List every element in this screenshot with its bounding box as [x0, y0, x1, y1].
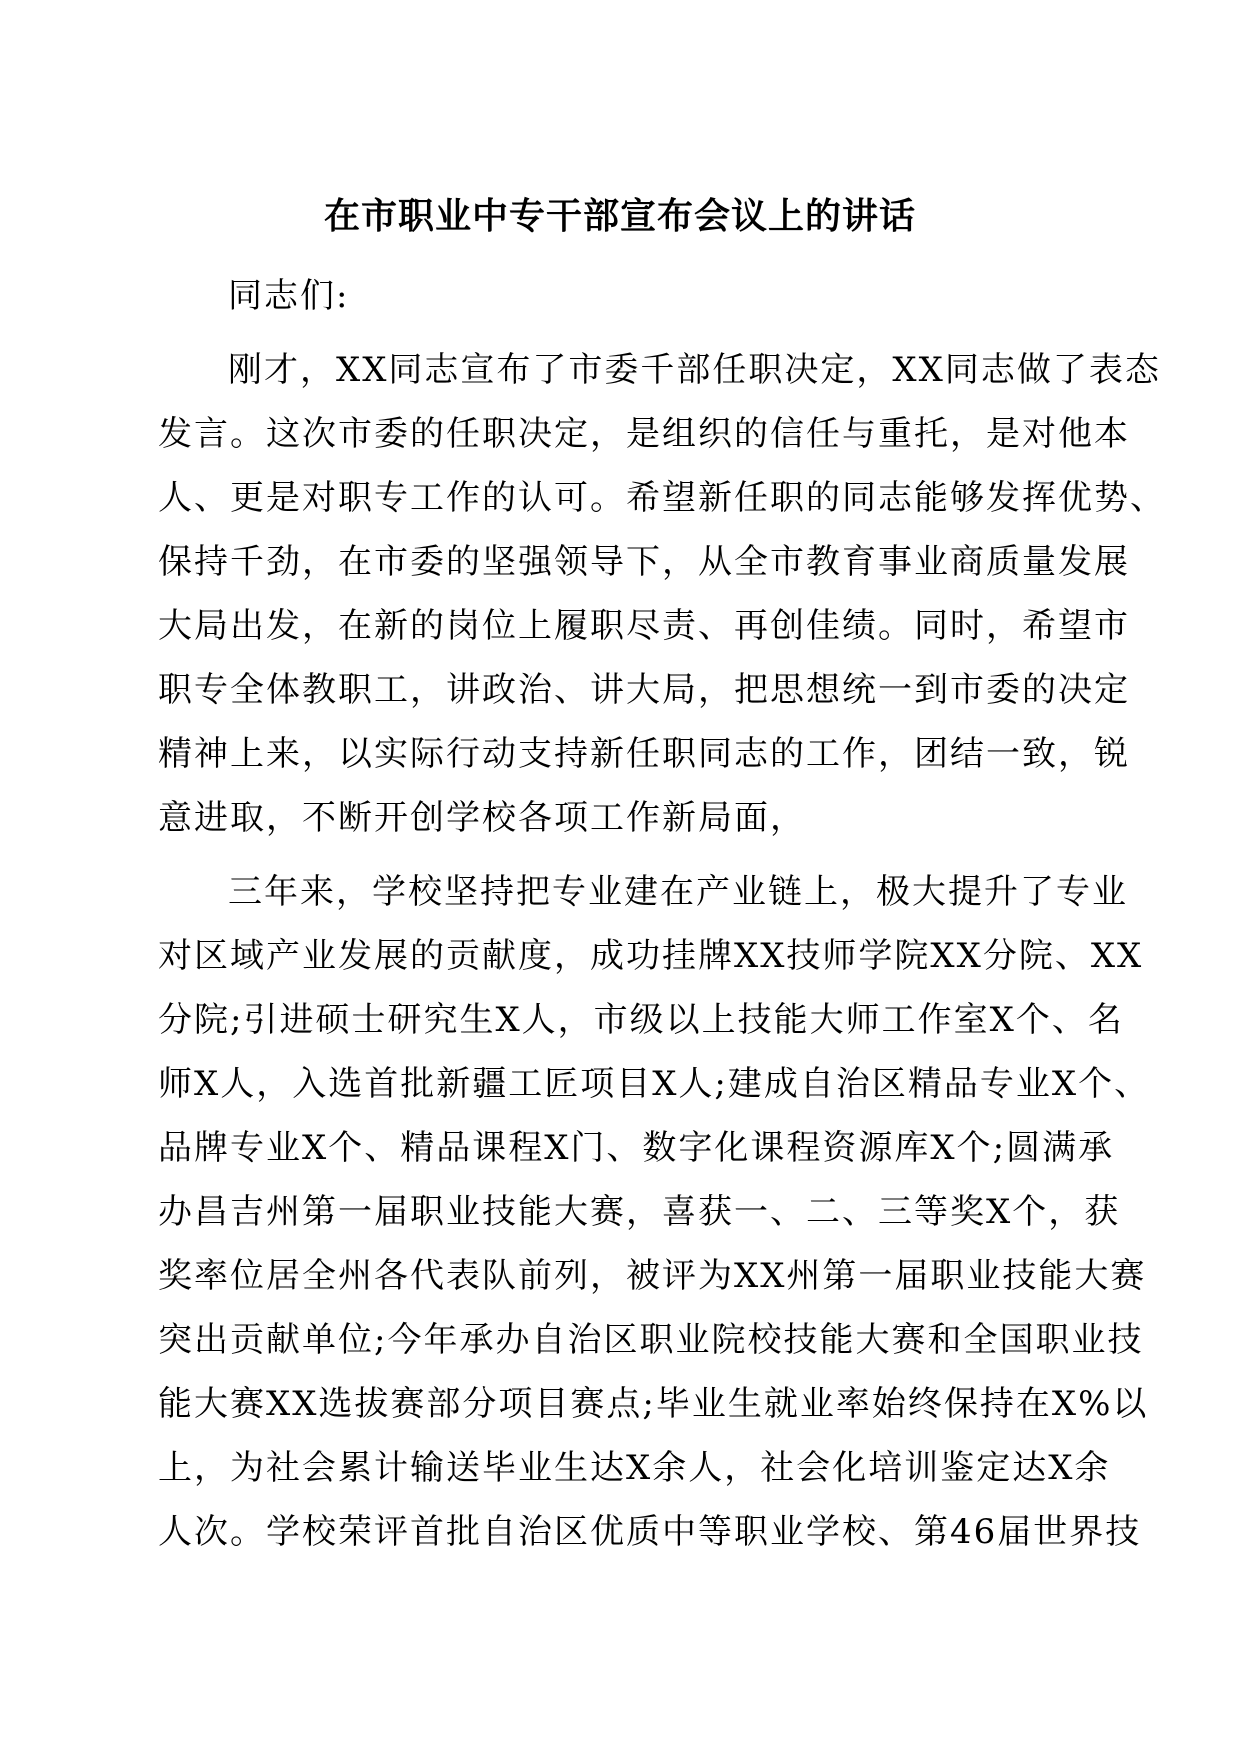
paragraph-line: 办昌吉州第一届职业技能大赛，喜获一、二、三等奖X个，获 [158, 1192, 1121, 1232]
paragraph-line: 意进取，不断开创学校各项工作新局面， [158, 798, 806, 838]
paragraph-line: 刚才，XX同志宣布了市委千部任职决定，XX同志做了表态 [228, 350, 1161, 390]
salutation: 同志们: [228, 276, 350, 316]
paragraph-1 [158, 338, 1166, 850]
paragraph-line: 能大赛XX选拔赛部分项目赛点;毕业生就业率始终保持在X%以 [158, 1384, 1149, 1424]
paragraph-line: 人、更是对职专工作的认可。希望新任职的同志能够发挥优势、 [158, 478, 1166, 518]
paragraph-line: 发言。这次市委的任职决定，是组织的信任与重托，是对他本 [158, 414, 1130, 454]
paragraph-line: 三年来，学校坚持把专业建在产业链上，极大提升了专业 [228, 872, 1128, 912]
paragraph-line: 师X人，入选首批新疆工匠项目X人;建成自治区精品专业X个、 [158, 1064, 1151, 1104]
paragraph-line: 精神上来，以实际行动支持新任职同志的工作，团结一致，锐 [158, 734, 1130, 774]
paragraph-line: 人次。学校荣评首批自治区优质中等职业学校、第46届世界技 [158, 1512, 1142, 1552]
document-title: 在市职业中专干部宣布会议上的讲话 [323, 195, 916, 237]
paragraph-line: 分院;引进硕士研究生X人，市级以上技能大师工作室X个、名 [158, 1000, 1124, 1040]
paragraph-line: 职专全体教职工，讲政治、讲大局，把思想统一到市委的决定 [158, 670, 1130, 710]
paragraph-line: 对区域产业发展的贡献度，成功挂牌XX技师学院XX分院、XX [158, 936, 1144, 976]
document-body [158, 264, 1166, 1564]
paragraph-gap [158, 850, 1078, 860]
paragraph-line: 保持千劲，在市委的坚强领导下，从全市教育事业商质量发展 [158, 542, 1130, 582]
paragraph-line: 奖率位居全州各代表队前列，被评为XX州第一届职业技能大赛 [158, 1256, 1147, 1296]
paragraph-line: 大局出发，在新的岗位上履职尽责、再创佳绩。同时，希望市 [158, 606, 1130, 646]
paragraph-line: 突出贡献单位;今年承办自治区职业院校技能大赛和全国职业技 [158, 1320, 1144, 1360]
paragraph-2 [158, 860, 1151, 1564]
paragraph-line: 上，为社会累计输送毕业生达X余人，社会化培训鉴定达X余 [158, 1448, 1111, 1488]
paragraph-gap [158, 328, 1078, 338]
paragraph-line: 品牌专业X个、精品课程X门、数字化课程资源库X个;圆满承 [158, 1128, 1115, 1168]
